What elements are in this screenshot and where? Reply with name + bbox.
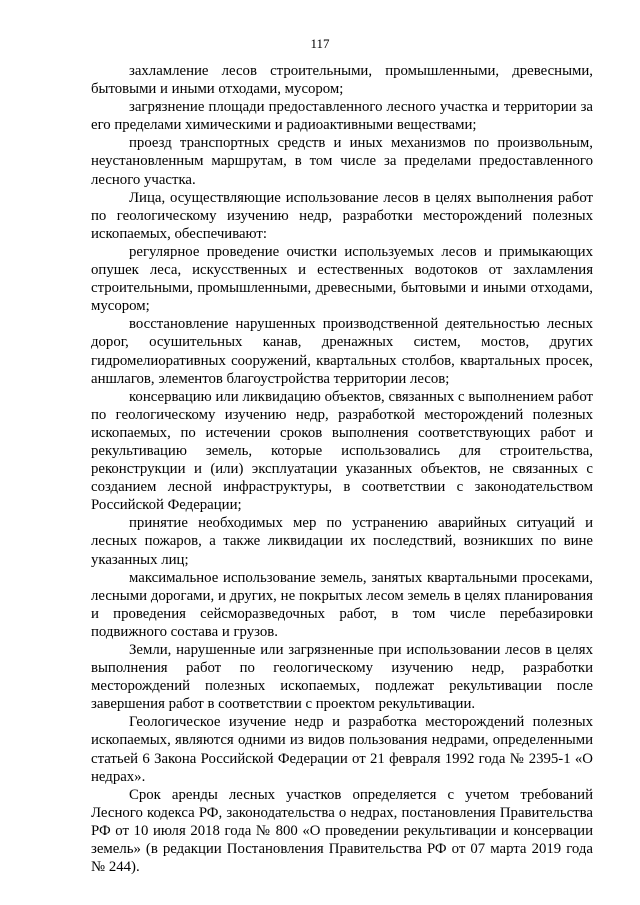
paragraph-7: консервацию или ликвидацию объектов, связанных с выполнением работ по геологическому изучению недр, разработкой месторождений полезных ископаемых, по истечении сроков выполнения соответствующих работ и рекультивацию земель, которые использовались для строительства, реконструкции и (или) эксплуатации указанных объектов, не связанных с созданием лесной инфраструктуры, в соответствии с законодательством Российской Федерации;	[91, 388, 593, 514]
paragraph-9: максимальное использование земель, занятых квартальными просеками, лесными дорогами, и других, не покрытых лесом земель в целях планирования и проведения сейсморазведочных работ, в том числе перебазировки подвижного состава и грузов.	[91, 569, 593, 640]
page-number: 117	[310, 36, 330, 51]
paragraph-12: Срок аренды лесных участков определяется с учетом требований Лесного кодекса РФ, законодательства о недрах, постановления Правительства РФ от 10 июля 2018 года № 800 «О проведении рекультивации и консервации земель» (в редакции Постановления Правительства РФ от 07 марта 2019 года № 244).	[91, 786, 593, 876]
paragraph-2: загрязнение площади предоставленного лесного участка и территории за его пределами химическими и радиоактивными веществами;	[91, 99, 593, 134]
paragraph-11: Геологическое изучение недр и разработка месторождений полезных ископаемых, являются одними из видов пользования недрами, определенными статьей 6 Закона Российской Федерации от 21 февраля 1992 года № 2395-1 «О недрах».	[91, 714, 593, 785]
page-content	[91, 62, 593, 876]
paragraph-6: восстановление нарушенных производственной деятельностью лесных дорог, осушительных канав, дренажных систем, мостов, других гидромелиоративных сооружений, квартальных столбов, квартальных просек, аншлагов, элементов благоустройства территории лесов;	[91, 316, 593, 387]
paragraph-4: Лица, осуществляющие использование лесов в целях выполнения работ по геологическому изучению недр, разработки месторождений полезных ископаемых, обеспечивают:	[91, 189, 593, 242]
paragraph-5: регулярное проведение очистки используемых лесов и примыкающих опушек леса, искусственных и естественных водотоков от захламления строительными, промышленными, древесными, бытовыми и иными отходами, мусором;	[91, 243, 593, 315]
paragraph-3: проезд транспортных средств и иных механизмов по произвольным, неустановленным маршрутам, в том числе за пределами предоставленного лесного участка.	[91, 135, 593, 188]
paragraph-8: принятие необходимых мер по устранению аварийных ситуаций и лесных пожаров, а также ликвидации их последствий, возникших по вине указанных лиц;	[91, 515, 593, 568]
paragraph-1: захламление лесов строительными, промышленными, древесными, бытовыми и иными отходами, мусором;	[91, 63, 593, 98]
paragraph-10: Земли, нарушенные или загрязненные при использовании лесов в целях выполнения работ по геологическому изучению недр, разработки месторождений полезных ископаемых, подлежат рекультивации после завершения работ в соответствии с проектом рекультивации.	[91, 642, 593, 713]
